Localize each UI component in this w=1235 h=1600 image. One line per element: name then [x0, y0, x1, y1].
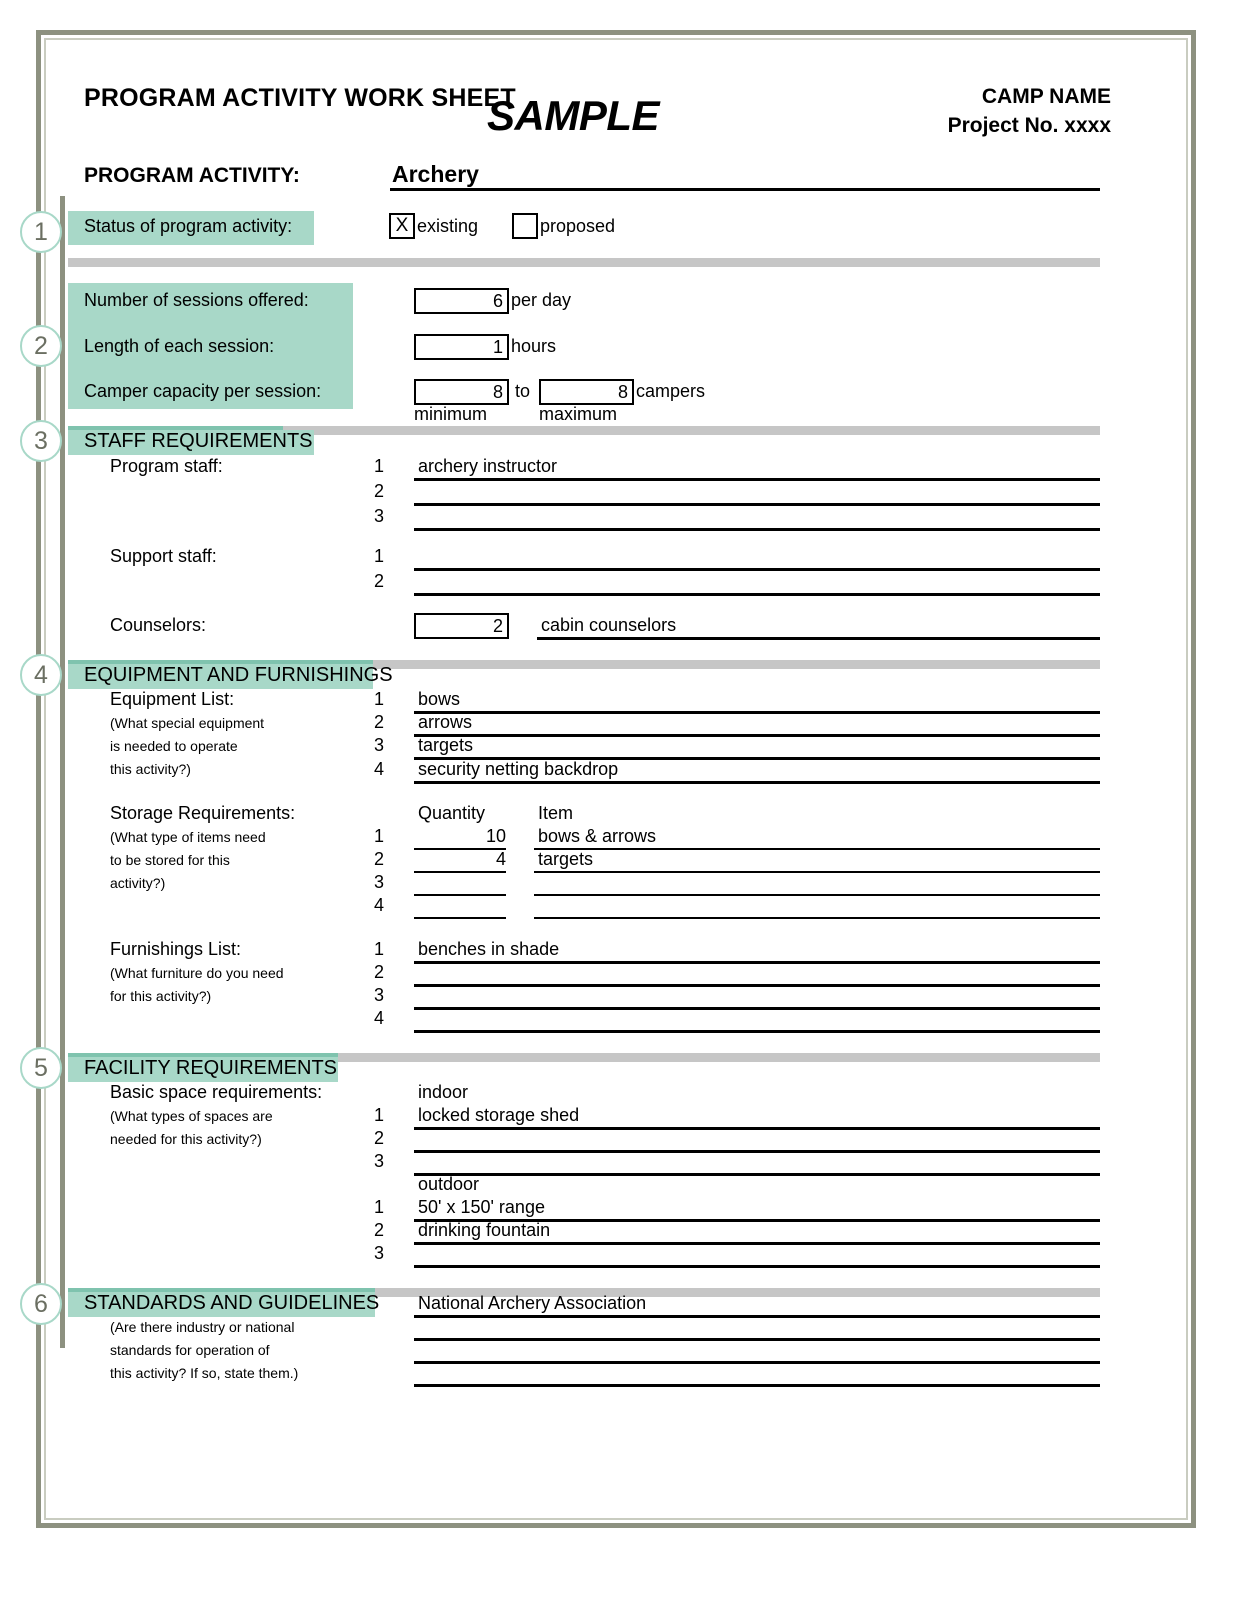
storage-item-1[interactable]: bows & arrows — [538, 826, 657, 846]
checkbox-proposed[interactable] — [512, 213, 538, 239]
divider-2 — [283, 426, 1100, 435]
program-staff-label: Program staff: — [110, 456, 223, 476]
program-activity-rule — [390, 188, 1100, 191]
storage-hint-3: activity?) — [110, 875, 166, 891]
program-staff-rule-3 — [414, 528, 1100, 531]
program-staff-rule-1 — [414, 478, 1100, 481]
storage-qty-2[interactable]: 4 — [495, 849, 506, 869]
step-badge-3: 3 — [20, 420, 62, 462]
storage-item-2[interactable]: targets — [538, 849, 594, 869]
section4-title: EQUIPMENT AND FURNISHINGS — [84, 664, 393, 686]
checkbox-proposed-label: proposed — [540, 216, 616, 236]
furnishings-num-4: 4 — [373, 1008, 384, 1028]
furnishings-value-1[interactable]: benches in shade — [418, 939, 560, 959]
section5-title: FACILITY REQUIREMENTS — [84, 1057, 338, 1079]
storage-hint-2: to be stored for this — [110, 852, 230, 868]
page-title: PROGRAM ACTIVITY WORK SHEET — [84, 84, 516, 112]
standards-rule-1 — [414, 1315, 1100, 1318]
storage-num-4: 4 — [373, 895, 384, 915]
sessions-offered-label: Number of sessions offered: — [84, 290, 309, 310]
furnishings-hint-2: for this activity?) — [110, 988, 212, 1004]
camper-capacity-to: to — [515, 381, 531, 401]
equipment-value-4[interactable]: security netting backdrop — [418, 759, 619, 779]
furnishings-rule-4 — [414, 1030, 1100, 1033]
counselors-label: Counselors: — [110, 615, 207, 635]
support-staff-num-1: 1 — [373, 546, 384, 566]
program-staff-value-1[interactable]: archery instructor — [418, 456, 558, 476]
storage-item-rule-4 — [534, 917, 1100, 919]
storage-requirements-label: Storage Requirements: — [110, 803, 296, 823]
storage-item-rule-3 — [534, 894, 1100, 896]
standards-hint-2: standards for operation of — [110, 1342, 270, 1358]
outdoor-num-1: 1 — [373, 1197, 384, 1217]
step-badge-5: 5 — [20, 1047, 62, 1089]
furnishings-list-label: Furnishings List: — [110, 939, 242, 959]
project-number: Project No. xxxx — [947, 114, 1111, 137]
counselors-rule — [537, 637, 1100, 640]
furnishings-num-3: 3 — [373, 985, 384, 1005]
outdoor-value-2[interactable]: drinking fountain — [418, 1220, 551, 1240]
storage-qty-rule-4 — [414, 917, 506, 919]
storage-item-rule-2 — [534, 871, 1100, 873]
indoor-value-1[interactable]: locked storage shed — [418, 1105, 580, 1125]
program-staff-num-1: 1 — [373, 456, 384, 476]
checkbox-existing[interactable]: X — [389, 213, 415, 239]
equipment-value-2[interactable]: arrows — [418, 712, 473, 732]
storage-item-rule-1 — [534, 848, 1100, 850]
counselors-count-input[interactable]: 2 — [414, 613, 509, 639]
equipment-hint-1: (What special equipment — [110, 715, 265, 731]
outdoor-num-3: 3 — [373, 1243, 384, 1263]
camper-capacity-label: Camper capacity per session: — [84, 381, 322, 401]
section3-title: STAFF REQUIREMENTS — [84, 430, 313, 452]
furnishings-num-1: 1 — [373, 939, 384, 959]
session-length-label: Length of each session: — [84, 336, 275, 356]
storage-column-quantity: Quantity — [418, 803, 486, 823]
basic-space-hint-1: (What types of spaces are — [110, 1108, 273, 1124]
camper-capacity-max-input[interactable]: 8 — [539, 379, 634, 405]
equipment-value-1[interactable]: bows — [418, 689, 461, 709]
indoor-num-3: 3 — [373, 1151, 384, 1171]
counselors-value[interactable]: cabin counselors — [541, 615, 677, 635]
equipment-num-3: 3 — [373, 735, 384, 755]
indoor-rule-1 — [414, 1127, 1100, 1130]
furnishings-rule-1 — [414, 961, 1100, 964]
storage-num-1: 1 — [373, 826, 384, 846]
divider-3 — [373, 660, 1100, 669]
maximum-caption: maximum — [539, 404, 618, 424]
indoor-num-2: 2 — [373, 1128, 384, 1148]
program-staff-num-2: 2 — [373, 481, 384, 501]
indoor-rule-2 — [414, 1150, 1100, 1153]
indoor-caption: indoor — [418, 1082, 469, 1102]
sessions-offered-unit: per day — [511, 290, 572, 310]
equipment-rule-1 — [414, 711, 1100, 714]
step-badge-4: 4 — [20, 654, 62, 696]
step-badge-2: 2 — [20, 325, 62, 367]
equipment-num-1: 1 — [373, 689, 384, 709]
equipment-value-3[interactable]: targets — [418, 735, 474, 755]
camper-capacity-unit: campers — [636, 381, 706, 401]
camp-name: CAMP NAME — [981, 85, 1111, 108]
step-rail — [60, 196, 65, 1348]
indoor-rule-3 — [414, 1173, 1100, 1176]
camper-capacity-min-input[interactable]: 8 — [414, 379, 509, 405]
equipment-rule-4 — [414, 781, 1100, 784]
standards-rule-3 — [414, 1361, 1100, 1364]
standards-hint-3: this activity? If so, state them.) — [110, 1365, 299, 1381]
section1-label: Status of program activity: — [84, 216, 293, 236]
section6-title: STANDARDS AND GUIDELINES — [84, 1292, 380, 1314]
equipment-hint-2: is needed to operate — [110, 738, 238, 754]
storage-qty-rule-3 — [414, 894, 506, 896]
support-staff-num-2: 2 — [373, 571, 384, 591]
program-staff-num-3: 3 — [373, 506, 384, 526]
storage-num-3: 3 — [373, 872, 384, 892]
furnishings-num-2: 2 — [373, 962, 384, 982]
furnishings-hint-1: (What furniture do you need — [110, 965, 284, 981]
outdoor-caption: outdoor — [418, 1174, 480, 1194]
sample-watermark: SAMPLE — [487, 92, 660, 139]
step-badge-1: 1 — [20, 211, 62, 253]
equipment-list-label: Equipment List: — [110, 689, 235, 709]
divider-4 — [338, 1053, 1100, 1062]
support-staff-rule-1 — [414, 568, 1100, 571]
storage-qty-1[interactable]: 10 — [485, 826, 506, 846]
step-badge-6: 6 — [20, 1283, 62, 1325]
standards-rule-4 — [414, 1384, 1100, 1387]
program-activity-label: PROGRAM ACTIVITY: — [84, 164, 300, 187]
standards-value-1[interactable]: National Archery Association — [418, 1293, 647, 1313]
program-staff-rule-2 — [414, 503, 1100, 506]
support-staff-label: Support staff: — [110, 546, 217, 566]
storage-num-2: 2 — [373, 849, 384, 869]
divider-1 — [68, 258, 1100, 267]
equipment-num-2: 2 — [373, 712, 384, 732]
equipment-hint-3: this activity?) — [110, 761, 191, 777]
program-activity-value[interactable]: Archery — [392, 161, 479, 187]
checkbox-existing-label: existing — [417, 216, 479, 236]
indoor-num-1: 1 — [373, 1105, 384, 1125]
furnishings-rule-2 — [414, 984, 1100, 987]
storage-column-item: Item — [538, 803, 574, 823]
equipment-rule-2 — [414, 734, 1100, 737]
standards-rule-2 — [414, 1338, 1100, 1341]
outdoor-num-2: 2 — [373, 1220, 384, 1240]
outdoor-value-1[interactable]: 50' x 150' range — [418, 1197, 545, 1217]
storage-hint-1: (What type of items need — [110, 829, 266, 845]
session-length-input[interactable]: 1 — [414, 334, 509, 360]
basic-space-hint-2: needed for this activity?) — [110, 1131, 262, 1147]
support-staff-rule-2 — [414, 593, 1100, 596]
furnishings-rule-3 — [414, 1007, 1100, 1010]
session-length-unit: hours — [511, 336, 557, 356]
outdoor-rule-2 — [414, 1242, 1100, 1245]
equipment-num-4: 4 — [373, 759, 384, 779]
outdoor-rule-3 — [414, 1265, 1100, 1268]
standards-hint-1: (Are there industry or national — [110, 1319, 295, 1335]
storage-qty-rule-2 — [414, 871, 506, 873]
sessions-offered-input[interactable]: 6 — [414, 288, 509, 314]
minimum-caption: minimum — [414, 404, 488, 424]
basic-space-label: Basic space requirements: — [110, 1082, 323, 1102]
